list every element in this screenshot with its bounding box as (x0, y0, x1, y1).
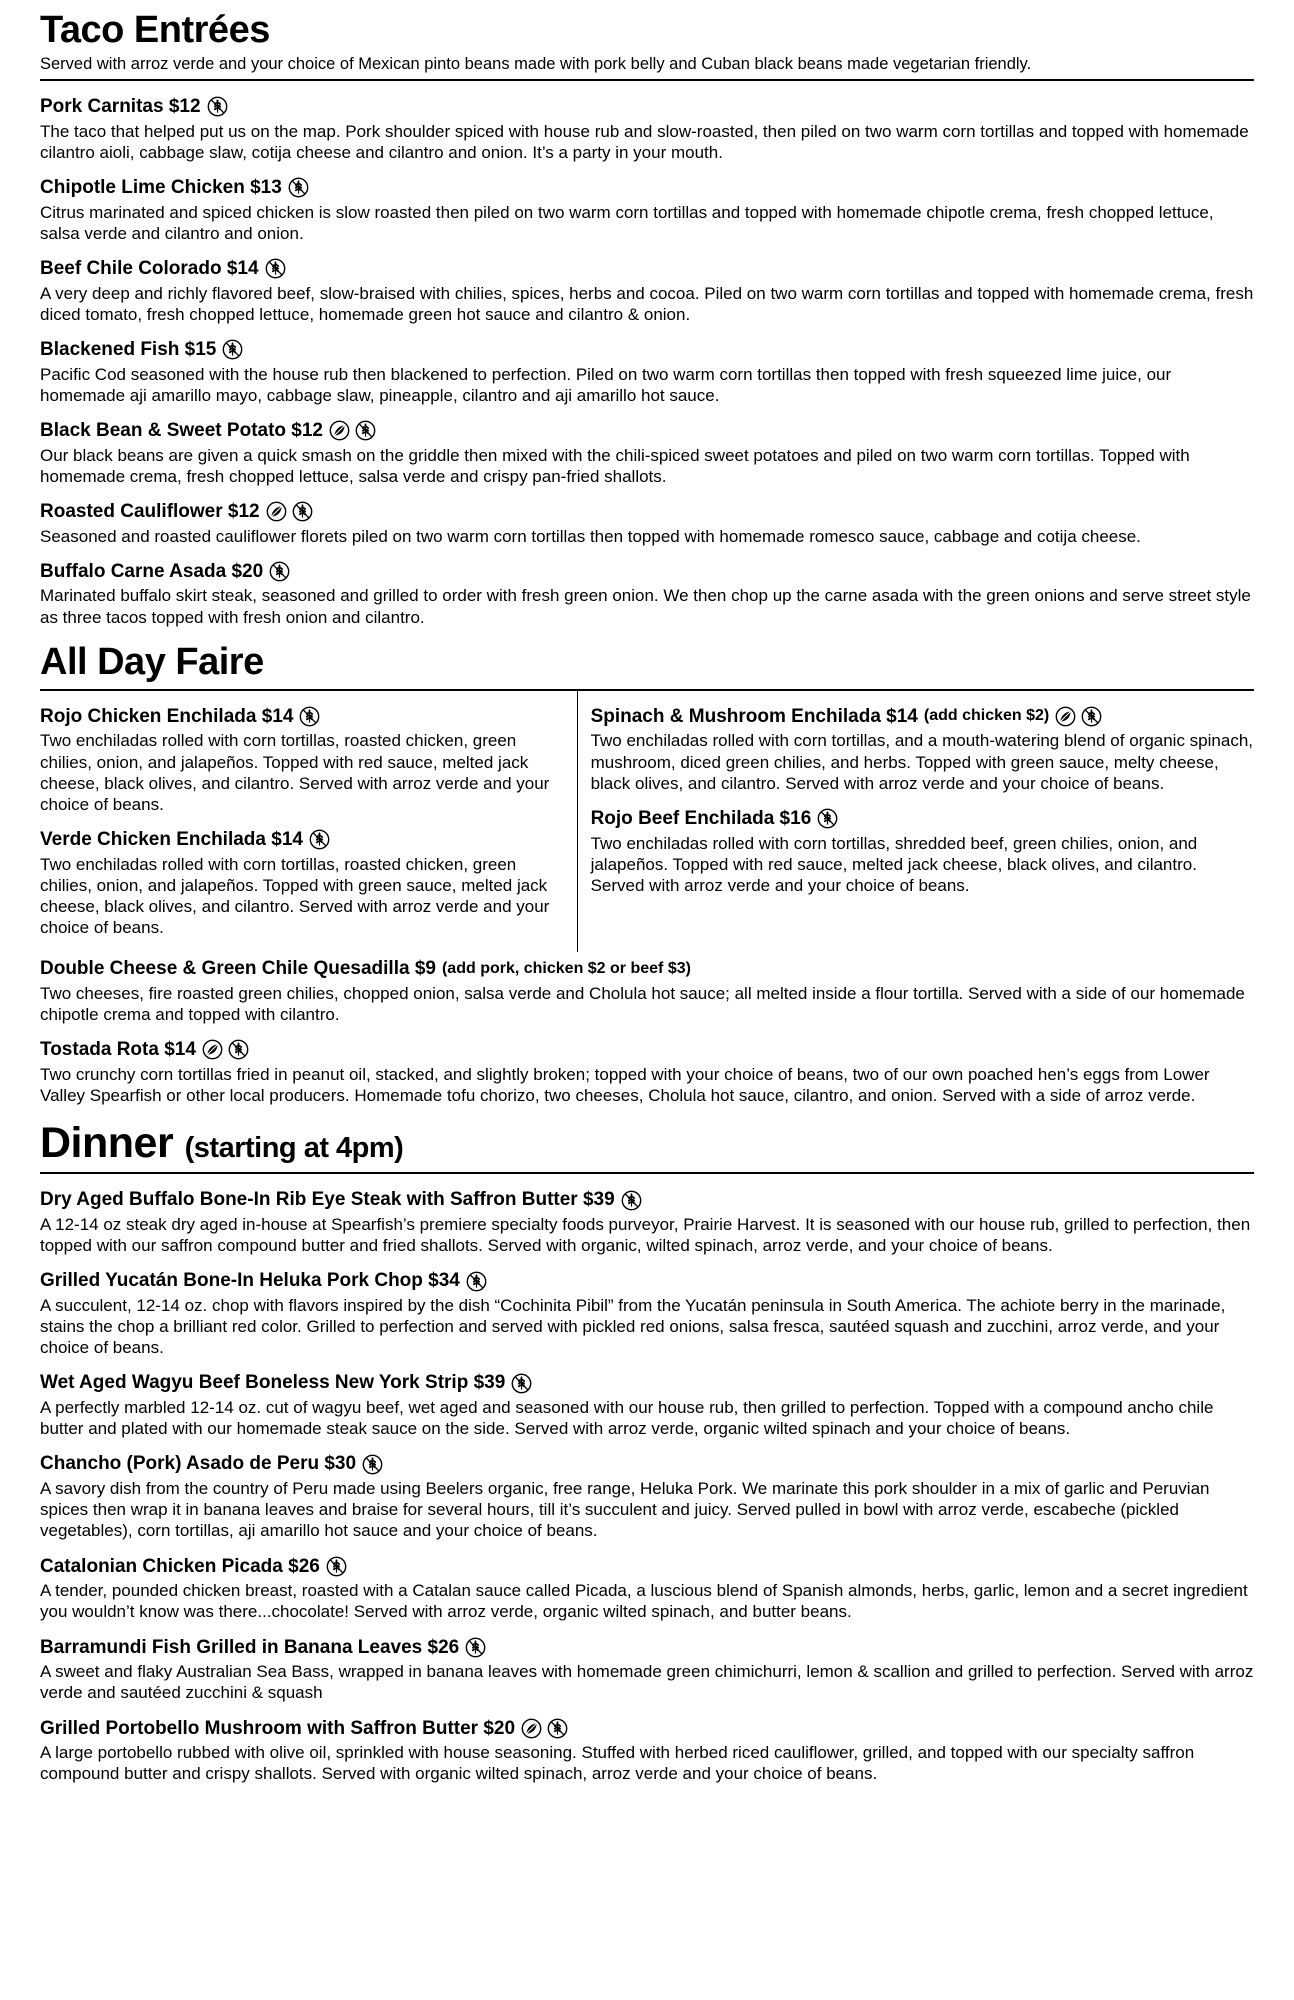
menu-item-header (591, 808, 1254, 830)
menu-item (40, 96, 1254, 163)
section-dinner (40, 1120, 1254, 1785)
menu-item-description: Two cheeses, fire roasted green chilies, chopped onion, salsa verde and Cholula hot sauce; all melted inside a flour tortilla. Served with a side of our homemade chipotle crema and topped with cilantro. (40, 983, 1245, 1024)
crossed-grain-icon (817, 808, 838, 829)
menu-item-name: Black Bean & Sweet Potato $12 (40, 419, 323, 441)
section-all-day-faire (40, 642, 1254, 1106)
menu-item-name: Grilled Yucatán Bone-In Heluka Pork Chop $34 (40, 1270, 460, 1292)
menu-item-description: Citrus marinated and spiced chicken is slow roasted then piled on two warm corn tortillas and topped with homemade chipotle crema, fresh chopped lettuce, salsa verde and cilantro and onion. (40, 202, 1214, 243)
menu-item-header (40, 1718, 1254, 1740)
menu-item (40, 501, 1254, 547)
crossed-grain-icon (511, 1373, 532, 1394)
menu-item-icons (362, 1454, 383, 1475)
menu-item (40, 706, 563, 815)
menu-item-description: A very deep and richly flavored beef, slow-braised with chilies, spices, herbs and cocoa. Piled on two warm corn tortillas and topped with homemade crema, fresh diced tomato, fresh chopped lettuce, homemade green hot sauce and cilantro & onion. (40, 283, 1254, 324)
crossed-grain-icon (292, 501, 313, 522)
all-day-columns (40, 691, 1254, 952)
menu-item-header (40, 1556, 1254, 1578)
menu-item-header (40, 1270, 1254, 1292)
menu-item-header (40, 706, 563, 728)
menu-item-icons (266, 501, 313, 522)
menu-item-name: Spinach & Mushroom Enchilada $14 (590, 705, 918, 727)
dinner-title-suffix: (starting at 4pm) (184, 1131, 404, 1164)
menu-item-icons (202, 1039, 249, 1060)
all-day-full-width-items (40, 954, 1254, 1106)
menu-item-icons (207, 96, 228, 117)
leaf-icon (1055, 706, 1076, 727)
menu-item (591, 808, 1254, 896)
menu-item-name: Wet Aged Wagyu Beef Boneless New York Strip $39 (40, 1372, 506, 1394)
menu-item (40, 1270, 1254, 1358)
crossed-grain-icon (222, 339, 243, 360)
menu-item-name: Barramundi Fish Grilled in Banana Leaves $26 (40, 1636, 460, 1658)
crossed-grain-icon (465, 1637, 486, 1658)
menu-item-name: Pork Carnitas $12 (40, 95, 201, 117)
section-subtitle-taco-entrees: Served with arroz verde and your choice of Mexican pinto beans made with pork belly and Cuban black beans made vegetarian friendly. (40, 55, 1032, 74)
menu-item (40, 1718, 1254, 1785)
leaf-icon (521, 1718, 542, 1739)
crossed-grain-icon (466, 1271, 487, 1292)
menu-item-note: (add pork, chicken $2 or beef $3) (441, 959, 691, 977)
menu-item-name: Grilled Portobello Mushroom with Saffron Butter $20 (40, 1717, 516, 1739)
menu-item-icons (466, 1271, 487, 1292)
menu-item-icons (621, 1190, 642, 1211)
menu-item (40, 420, 1254, 487)
menu-item-description: Two enchiladas rolled with corn tortillas, roasted chicken, green chilies, onion, and jalapeños. Topped with red sauce, melted jack cheese, black olives, and cilantro. Served with arroz verde and your choice of beans. (40, 731, 550, 814)
section-title-all-day-faire: All Day Faire (40, 640, 264, 683)
taco-items (40, 81, 1254, 628)
menu-item-header (40, 829, 563, 851)
section-title-taco-entrees: Taco Entrées (40, 9, 270, 51)
menu-item-icons (309, 829, 330, 850)
menu-item-icons (465, 1637, 486, 1658)
right-column (577, 691, 1254, 952)
crossed-grain-icon (362, 1454, 383, 1475)
menu-item-icons (1055, 706, 1102, 727)
menu-item-header (40, 1039, 1254, 1061)
crossed-grain-icon (207, 96, 228, 117)
menu-item (40, 1556, 1254, 1623)
menu-item-icons (817, 808, 838, 829)
menu-item-header (40, 339, 1254, 361)
menu-item-name: Tostada Rota $14 (40, 1038, 196, 1060)
menu-item-name: Dry Aged Buffalo Bone-In Rib Eye Steak with Saffron Butter $39 (40, 1189, 615, 1211)
menu-item-icons (329, 420, 376, 441)
menu-item-name: Rojo Beef Enchilada $16 (590, 807, 812, 829)
menu-item-name: Roasted Cauliflower $12 (40, 500, 260, 522)
menu-item (40, 958, 1254, 1025)
menu-item-description: Pacific Cod seasoned with the house rub then blackened to perfection. Piled on two warm corn tortillas then topped with fresh squeezed lime juice, our homemade aji amarillo mayo, cabbage slaw, pineapple, cilantro and aji amarillo hot sauce. (40, 364, 1172, 405)
menu-item-description: The taco that helped put us on the map. Pork shoulder spiced with house rub and slow-roasted, then piled on two warm corn tortillas and topped with homemade cilantro aioli, cabbage slaw, cotija cheese and cilantro and onion. It’s a party in your mouth. (40, 121, 1249, 162)
menu-item-description: A large portobello rubbed with olive oil, sprinkled with house seasoning. Stuffed with herbed riced cauliflower, grilled, and topped with our specialty saffron compound butter and crispy shallots. Served with organic wilted spinach, arroz verde and your choice of beans. (40, 1743, 1195, 1784)
menu-item (40, 177, 1254, 244)
menu-item-description: Marinated buffalo skirt steak, seasoned and grilled to order with fresh green onion. We then chop up the carne asada with the green onions and serve street style as three tacos topped with fresh onion and cilantro. (40, 586, 1251, 627)
crossed-grain-icon (288, 177, 309, 198)
leaf-icon (329, 420, 350, 441)
menu-item-header (40, 420, 1254, 442)
crossed-grain-icon (265, 258, 286, 279)
crossed-grain-icon (228, 1039, 249, 1060)
menu-item (40, 1039, 1254, 1106)
crossed-grain-icon (621, 1190, 642, 1211)
menu-item-description: A savory dish from the country of Peru made using Beelers organic, free range, Heluka Pork. We marinate this pork shoulder in a mix of garlic and Peruvian spices then wrap it in banana leaves and braise for several hours, till it’s succulent and juicy. Served pulled in bowl with arroz verde, escabeche (pickled vegetables), corn tortillas, aji amarillo hot sauce and your choice of beans. (40, 1479, 1210, 1541)
menu-item-icons (288, 177, 309, 198)
menu-item (40, 1453, 1254, 1541)
menu-item-header (591, 706, 1254, 728)
crossed-grain-icon (309, 829, 330, 850)
dinner-items (40, 1174, 1254, 1784)
menu-item-name: Beef Chile Colorado $14 (40, 257, 259, 279)
crossed-grain-icon (547, 1718, 568, 1739)
section-taco-entrees (40, 10, 1254, 628)
menu-item-header (40, 1189, 1254, 1211)
menu-item-name: Blackened Fish $15 (40, 338, 217, 360)
menu-item-description: Our black beans are given a quick smash on the griddle then mixed with the chili-spiced sweet potatoes and piled on two warm corn tortillas. Topped with homemade crema, fresh chopped lettuce, salsa verde and crispy pan-fried shallots. (40, 445, 1190, 486)
menu-item (40, 339, 1254, 406)
menu-item-header (40, 258, 1254, 280)
menu-item (40, 1189, 1254, 1256)
menu-item-header (40, 1372, 1254, 1394)
left-column (40, 691, 577, 952)
menu-item-name: Catalonian Chicken Picada $26 (40, 1555, 320, 1577)
menu-item-icons (521, 1718, 568, 1739)
menu-item-header (40, 561, 1254, 583)
all-day-right-items (591, 691, 1254, 896)
menu-item-description: A 12-14 oz steak dry aged in-house at Spearfish’s premiere specialty foods purveyor, Prairie Harvest. It is seasoned with our house rub, grilled to perfection, then topped with our saffron compound butter and fried shallots. Served with organic, wilted spinach, arroz verde, and your choice of beans. (40, 1215, 1251, 1256)
menu-item-description: Two enchiladas rolled with corn tortillas, and a mouth-watering blend of organic spinach, mushroom, diced green chilies, and herbs. Topped with green sauce, melty cheese, black olives, and cilantro. Served with arroz verde and your choice of beans. (590, 731, 1253, 793)
menu-item-description: A tender, pounded chicken breast, roasted with a Catalan sauce called Picada, a luscious blend of Spanish almonds, herbs, garlic, lemon and a secret ingredient you wouldn’t know was there...chocolate! Served with arroz verde, organic wilted spinach, and butter beans. (40, 1581, 1248, 1622)
menu-item-header (40, 958, 1254, 980)
menu-item-description: A succulent, 12-14 oz. chop with flavors inspired by the dish “Cochinita Pibil” from the Yucatán peninsula in South America. The achiote berry in the marinade, stains the chop a brilliant red color. Grilled to perfection and served with pickled red onions, salsa fresca, sautéed squash and zucchini, arroz verde, and your choice of beans. (40, 1296, 1226, 1358)
menu-item-icons (222, 339, 243, 360)
menu-item-header (40, 501, 1254, 523)
menu-item (591, 706, 1254, 794)
menu-item-name: Chancho (Pork) Asado de Peru $30 (40, 1453, 357, 1475)
crossed-grain-icon (1081, 706, 1102, 727)
menu-item-header (40, 96, 1254, 118)
menu-item-name: Chipotle Lime Chicken $13 (40, 176, 282, 198)
menu-item-icons (265, 258, 286, 279)
all-day-left-items (40, 691, 563, 938)
menu-item (40, 258, 1254, 325)
menu-item (40, 1637, 1254, 1704)
dinner-title-text: Dinner (40, 1118, 174, 1167)
menu-item-description: Two crunchy corn tortillas fried in peanut oil, stacked, and slightly broken; topped with your choice of beans, two of our own poached hen’s eggs from Lower Valley Spearfish or other local producers. Homemade tofu chorizo, two cheeses, Cholula hot sauce, cilantro, and onion. Served with a side of arroz verde. (40, 1064, 1210, 1105)
menu-item-icons (299, 706, 320, 727)
crossed-grain-icon (355, 420, 376, 441)
leaf-icon (202, 1039, 223, 1060)
menu-item-header (40, 1453, 1254, 1475)
crossed-grain-icon (299, 706, 320, 727)
menu-item-name: Rojo Chicken Enchilada $14 (40, 705, 294, 727)
menu-item-name: Verde Chicken Enchilada $14 (40, 828, 303, 850)
menu-item-header (40, 1637, 1254, 1659)
menu-item-description: A sweet and flaky Australian Sea Bass, wrapped in banana leaves with homemade green chimichurri, lemon & scallion and grilled to perfection. Served with arroz verde and sautéed zucchini & squash (40, 1662, 1254, 1703)
leaf-icon (266, 501, 287, 522)
menu-item (40, 1372, 1254, 1439)
menu-item-icons (269, 561, 290, 582)
menu-item-description: A perfectly marbled 12-14 oz. cut of wagyu beef, wet aged and seasoned with our house rub, then grilled to perfection. Topped with a compound ancho chile butter and plated with our homemade steak sauce on the side. Served with arroz verde, organic wilted spinach and your choice of beans. (40, 1398, 1214, 1439)
menu-item-icons (326, 1556, 347, 1577)
menu-item-description: Seasoned and roasted cauliflower florets piled on two warm corn tortillas then topped with homemade romesco sauce, cabbage and cotija cheese. (40, 526, 1141, 546)
crossed-grain-icon (326, 1556, 347, 1577)
menu-item-name: Buffalo Carne Asada $20 (40, 560, 264, 582)
menu-item-header (40, 177, 1254, 199)
menu-item-icons (511, 1373, 532, 1394)
menu-item-note: (add chicken $2) (923, 707, 1050, 725)
section-title-dinner (40, 1120, 1254, 1166)
menu-item-description: Two enchiladas rolled with corn tortillas, roasted chicken, green chilies, onion, and jalapeños. Topped with green sauce, melted jack cheese, black olives, and cilantro. Served with arroz verde and your choice of beans. (40, 854, 550, 937)
menu-item (40, 561, 1254, 628)
menu-item-name: Double Cheese & Green Chile Quesadilla $9 (40, 957, 436, 979)
menu-item-description: Two enchiladas rolled with corn tortillas, shredded beef, green chilies, onion, and jalapeños. Topped with red sauce, melted jack cheese, black olives, and cilantro. Served with arroz verde and your choice of beans. (590, 833, 1198, 895)
menu-item (40, 829, 563, 938)
crossed-grain-icon (269, 561, 290, 582)
